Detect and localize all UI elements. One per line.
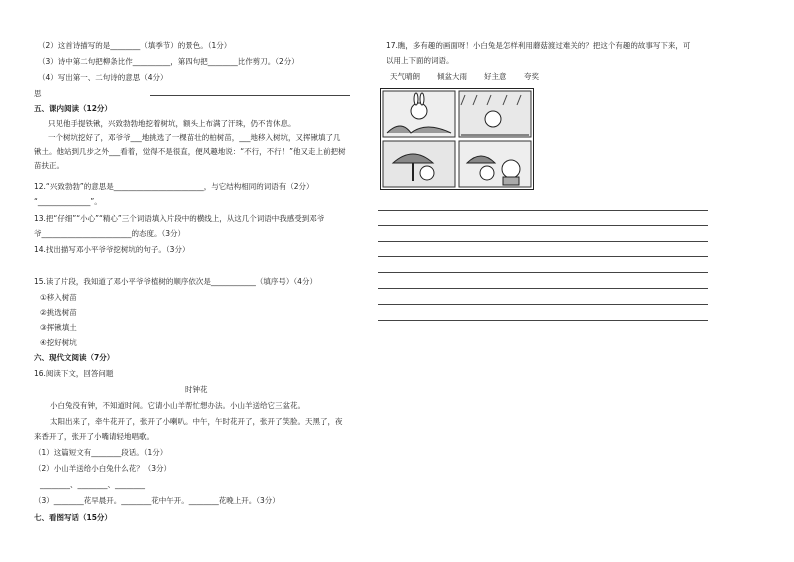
question-17: 17.瞧，多有趣的画面呀！小白兔是怎样利用蘑菇渡过难关的？把这个有趣的故事写下来，可 [386,41,691,50]
question-12: 12.“兴致勃勃”的意思是________________________，与它结构相同的词语有（2分） [34,182,314,191]
writing-line[interactable] [378,288,708,289]
word-4: 夸奖 [524,72,539,81]
writing-line[interactable] [378,210,708,211]
section-5-heading: 五、课内阅读（12分） [34,104,112,113]
option-3: ③挥锹填土 [40,323,77,332]
writing-line[interactable] [378,272,708,273]
word-1: 天气晴朗 [390,72,420,81]
comic-strip-image [381,89,533,189]
question-13: 13.把“仔细”“小心”“精心”三个词语填入片段中的横线上，从这几个词语中我感受到邓爷 [34,214,325,223]
story-line: 太阳出来了，牵牛花开了，张开了小喇叭。中午，午时花开了，张开了笑脸。天黑了，夜 [50,417,343,426]
question-3: （3）诗中第二句把柳条比作__________，第四句把________比作剪刀。（2分） [38,57,299,66]
writing-line[interactable] [378,225,708,226]
question-17-cont: 以用上下面的词语。 [386,56,454,65]
story-title: 时钟花 [185,385,208,394]
writing-line[interactable] [378,241,708,242]
option-2: ②挑选树苗 [40,308,77,317]
writing-line[interactable] [378,256,708,257]
section-6-heading: 六、现代文阅读（7分） [34,353,115,362]
passage-line: 锹土。他站到几步之外___看着，觉得不是很直，便风趣地说：“不行，不行！”他又走上前把树 [34,147,346,156]
answer-line-prefix: 思 [34,89,42,98]
writing-line[interactable] [378,304,708,305]
question-12-blank: “______________”。 [34,197,102,206]
picture-story-illustration [380,88,534,190]
answer-line[interactable] [150,95,350,96]
option-1: ①移入树苗 [40,293,77,302]
question-14: 14.找出描写邓小平爷爷挖树坑的句子。（3分） [34,245,190,254]
word-3: 好主意 [484,72,507,81]
story-line: 来香开了，张开了小嘴请轻地唱歌。 [34,432,154,441]
section-7-heading: 七、看图写话（15分） [34,513,112,522]
story-question-1: （1）这篇短文有________段话。（1分） [34,448,168,457]
passage-line: 苗扶正。 [34,161,64,170]
story-question-2: （2）小山羊送给小白兔什么花？（3分） [34,464,172,473]
question-13-cont: 爷________________________的态度。（3分） [34,229,186,238]
passage-line: 一个树坑挖好了，邓爷爷___地挑选了一棵苗壮的柏树苗，___地移入树坑，又挥锹填了几 [48,133,341,142]
question-2: （2）这首诗描写的是________（填季节）的景色。（1分） [38,41,232,50]
passage-line: 只见他手提铁锹，兴致勃勃地挖着树坑，额头上布满了汗珠，仍不肯休息。 [48,119,296,128]
story-line: 小白兔没有钟，不知道时间。它请小山羊帮忙想办法。小山羊送给它三盆花。 [50,401,305,410]
story-question-3: （3）________花早晨开。________花中午开。________花晚上开。（3分） [34,496,280,505]
option-4: ④挖好树坑 [40,338,77,347]
question-4: （4）写出第一、二句诗的意思（4分） [38,73,168,82]
question-16: 16.阅读下文，回答问题 [34,369,114,378]
writing-line[interactable] [378,320,708,321]
word-2: 倾盆大雨 [437,72,467,81]
story-answer-blanks: ________、________、________ [40,480,145,489]
question-15: 15.读了片段，我知道了邓小平爷爷植树的顺序依次是____________（填序号）（4分） [34,277,317,286]
